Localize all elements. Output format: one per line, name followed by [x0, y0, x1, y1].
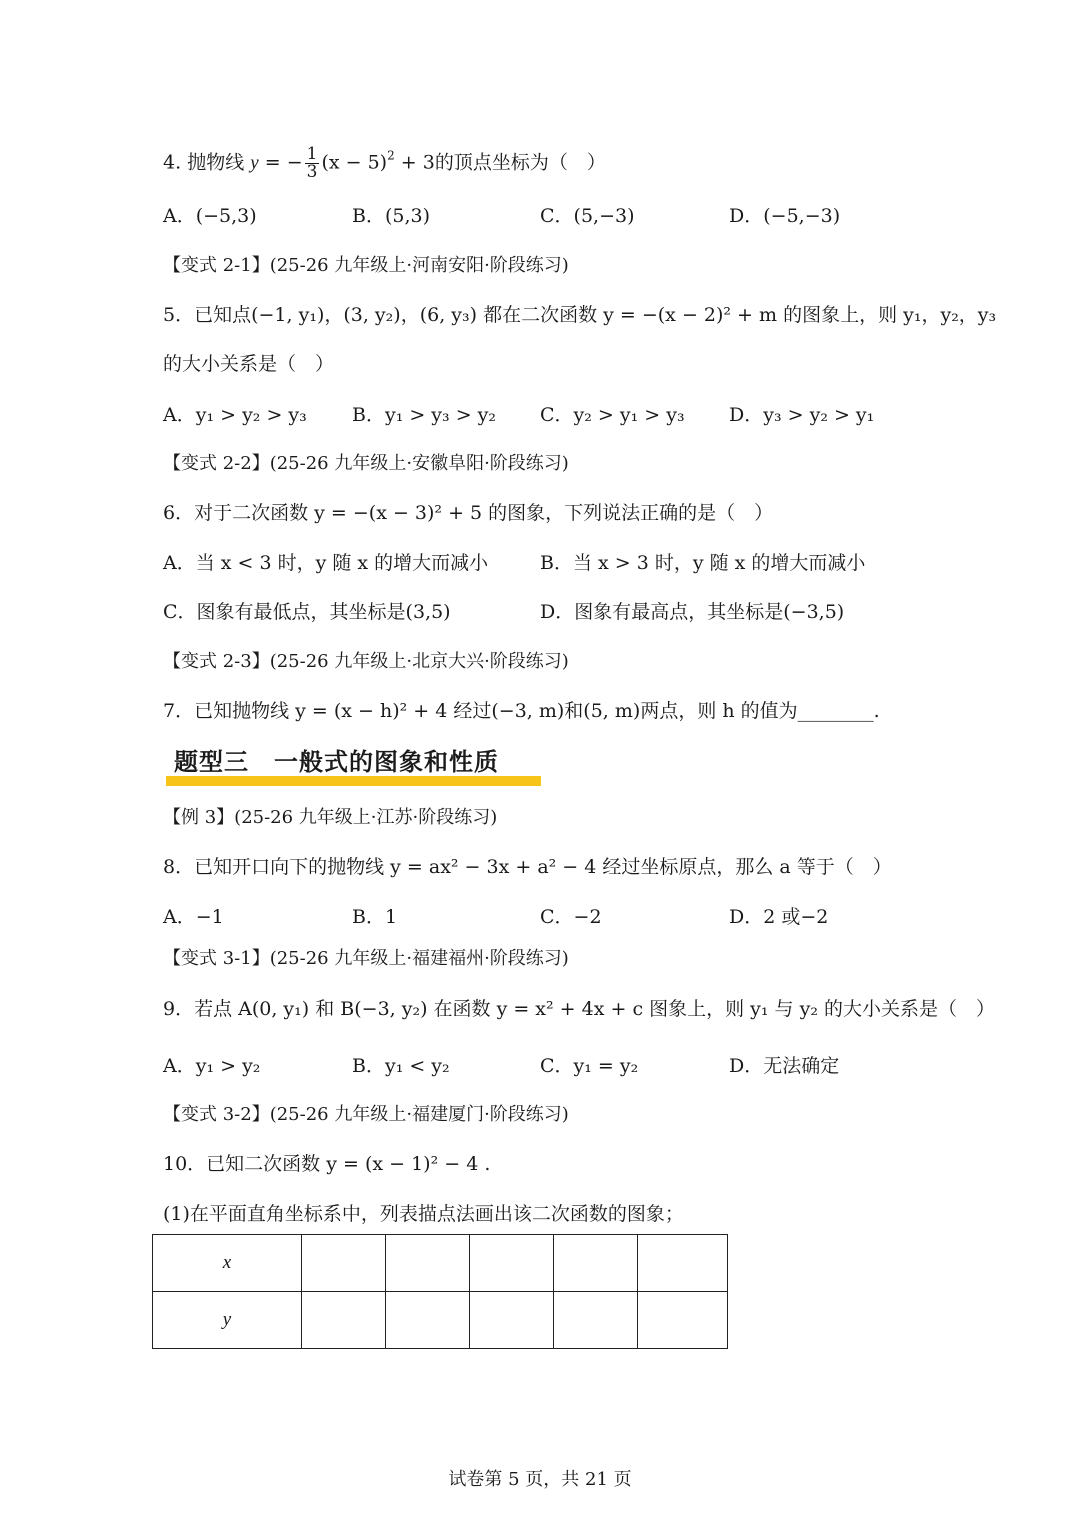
q6-option-b: B．当 x > 3 时，y 随 x 的增大而减小 — [540, 552, 866, 574]
question-7-stem: 7．已知抛物线 y = (x − h)² + 4 经过(−3, m)和(5, m)两点，则 h 的值为________. — [163, 700, 880, 722]
example-3-source: 【例 3】(25-26 九年级上·江苏·阶段练习) — [163, 807, 498, 828]
section-title: 题型三 一般式的图象和性质 — [174, 748, 499, 776]
q4-option-d: D．(−5,−3) — [729, 205, 841, 227]
question-10-stem: 10．已知二次函数 y = (x − 1)² − 4 . — [163, 1153, 491, 1175]
q9-option-c: C．y₁ = y₂ — [540, 1055, 639, 1077]
fraction-one-third: $\frac{1}{3}$ — [306, 144, 318, 182]
question-6-stem: 6．对于二次函数 y = −(x − 3)² + 5 的图象，下列说法正确的是（ ） — [163, 502, 774, 524]
q9-option-b: B．y₁ < y₂ — [352, 1055, 450, 1077]
table-cell — [470, 1292, 554, 1349]
question-8-stem: 8．已知开口向下的抛物线 y = ax² − 3x + a² − 4 经过坐标原点，那么 a 等于（ ） — [163, 856, 892, 878]
table-header-x: x — [153, 1235, 302, 1292]
q6-option-a: A．当 x < 3 时，y 随 x 的增大而减小 — [163, 552, 489, 574]
question-9-stem: 9．若点 A(0, y₁) 和 B(−3, y₂) 在函数 y = x² + 4x + c 图象上，则 y₁ 与 y₂ 的大小关系是（ ） — [163, 998, 995, 1020]
q4-option-c: C．(5,−3) — [540, 205, 635, 227]
question-10-part-1: (1)在平面直角坐标系中，列表描点法画出该二次函数的图象； — [163, 1203, 684, 1225]
q4-option-b: B．(5,3) — [352, 205, 431, 227]
q6-option-c: C．图象有最低点，其坐标是(3,5) — [163, 601, 451, 623]
q6-option-d: D．图象有最高点，其坐标是(−3,5) — [540, 601, 845, 623]
table-cell — [470, 1235, 554, 1292]
variant-2-3-source: 【变式 2-3】(25-26 九年级上·北京大兴·阶段练习) — [163, 651, 569, 672]
q8-option-b: B．1 — [352, 906, 398, 928]
q8-option-d: D．2 或−2 — [729, 906, 829, 928]
table-cell — [386, 1292, 470, 1349]
page-footer: 试卷第 5 页，共 21 页 — [448, 1469, 632, 1490]
variant-2-1-source: 【变式 2-1】(25-26 九年级上·河南安阳·阶段练习) — [163, 255, 569, 276]
question-5-stem: 5．已知点(−1, y₁)，(3, y₂)，(6, y₃) 都在二次函数 y = −(x − 2)² + m 的图象上，则 y₁，y₂，y₃ — [163, 304, 997, 326]
table-cell — [638, 1292, 728, 1349]
value-table — [152, 1234, 728, 1349]
q8-option-c: C．−2 — [540, 906, 602, 928]
table-cell — [386, 1235, 470, 1292]
table-cell — [302, 1235, 386, 1292]
table-cell — [302, 1292, 386, 1349]
table-row — [153, 1292, 728, 1349]
table-cell — [638, 1235, 728, 1292]
q5-option-d: D．y₃ > y₂ > y₁ — [729, 404, 875, 426]
section-highlight-bar — [166, 776, 541, 786]
table-row — [153, 1235, 728, 1292]
q5-option-a: A．y₁ > y₂ > y₃ — [163, 404, 307, 426]
q9-option-d: D．无法确定 — [729, 1055, 840, 1077]
variant-3-1-source: 【变式 3-1】(25-26 九年级上·福建福州·阶段练习) — [163, 948, 569, 969]
q9-option-a: A．y₁ > y₂ — [163, 1055, 261, 1077]
variant-2-2-source: 【变式 2-2】(25-26 九年级上·安徽阜阳·阶段练习) — [163, 453, 569, 474]
table-cell — [554, 1292, 638, 1349]
table-header-y: y — [153, 1292, 302, 1349]
q5-option-c: C．y₂ > y₁ > y₃ — [540, 404, 685, 426]
q5-option-b: B．y₁ > y₃ > y₂ — [352, 404, 497, 426]
q4-option-a: A．(−5,3) — [163, 205, 257, 227]
question-4-stem: 4. 抛物线 y = − $\frac{1}{3}$ $(x - 5)^2 + 3$的顶点坐标为（ ） — [163, 144, 606, 182]
variant-3-2-source: 【变式 3-2】(25-26 九年级上·福建厦门·阶段练习) — [163, 1104, 569, 1125]
table-cell — [554, 1235, 638, 1292]
section-header — [166, 742, 541, 786]
q8-option-a: A．−1 — [163, 906, 224, 928]
question-5-stem-cont: 的大小关系是（ ） — [163, 353, 335, 375]
